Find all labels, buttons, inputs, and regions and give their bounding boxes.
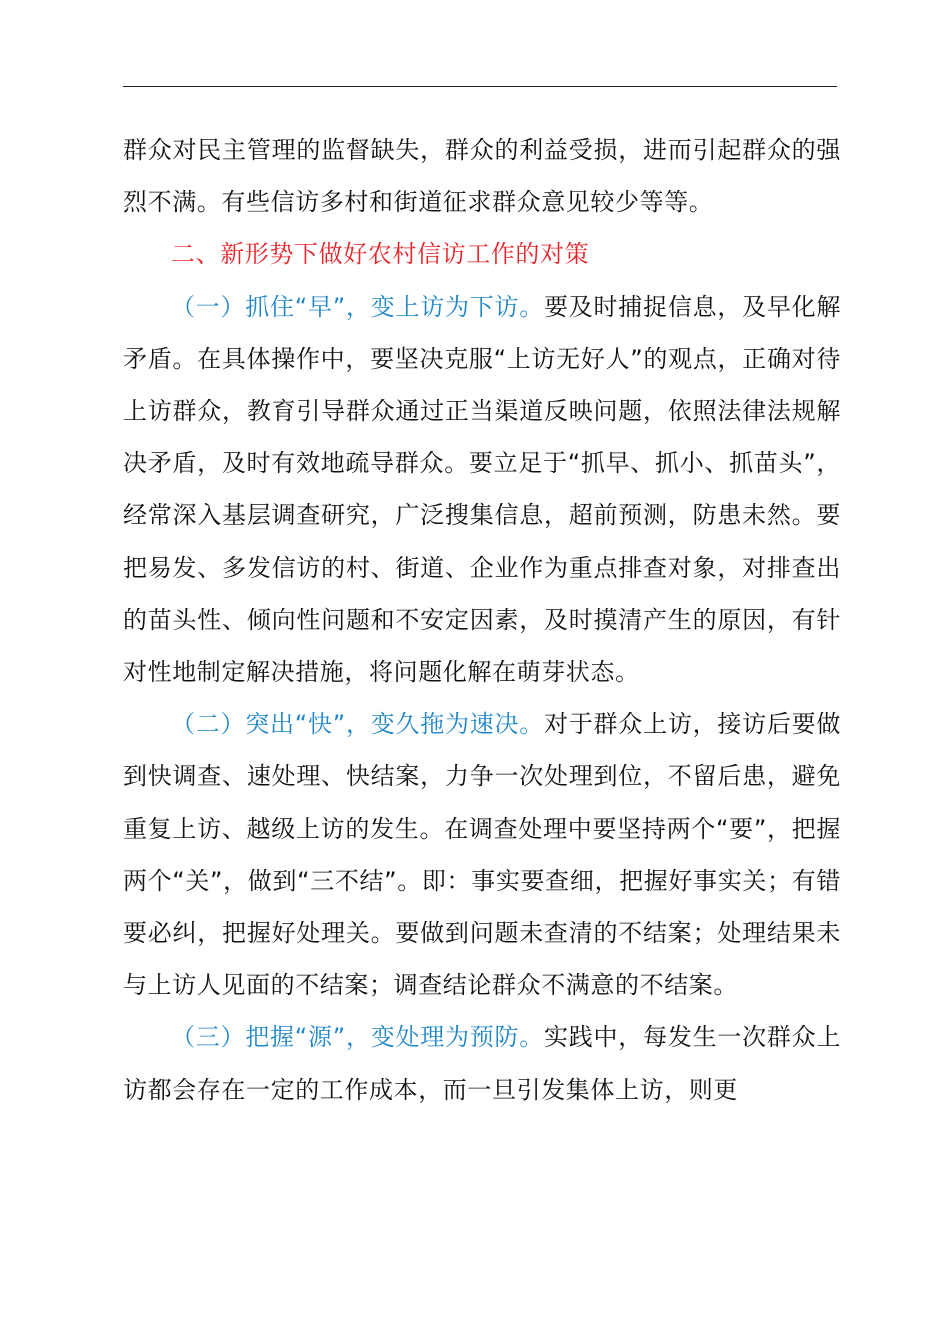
- item-paragraph-1: [123, 281, 841, 699]
- item-body-1: 要及时捕捉信息，及早化解矛盾。在具体操作中，要坚决克服“上访无好人”的观点，正确对待上访群众，教育引导群众通过正当渠道反映问题，依照法律法规解决矛盾，及时有效地疏导群众。要立足于“抓早、抓小、抓苗头”，经常深入基层调查研究，广泛搜集信息，超前预测，防患未然。要把易发、多发信访的村、街道、企业作为重点排查对象，对排查出的苗头性、倾向性问题和不安定因素，及时摸清产生的原因，有针对性地制定解决措施，将问题化解在萌芽状态。: [123, 292, 841, 687]
- item-paragraph-2: [123, 698, 841, 1011]
- item-heading-3: （三）把握“源”，变处理为预防。: [171, 1023, 545, 1052]
- item-body-3: 实践中，每发生一次群众上访都会存在一定的工作成本，而一旦引发集体上访，则更: [123, 1023, 841, 1104]
- item-body-2: 对于群众上访，接访后要做到快调查、速处理、快结案，力争一次处理到位，不留后患，避免重复上访、越级上访的发生。在调查处理中要坚持两个“要”，把握两个“关”，做到“三不结”。即：事实要查细，把握好事实关；有错要必纠，把握好处理关。要做到问题未查清的不结案；处理结果未与上访人见面的不结案；调查结论群众不满意的不结案。: [123, 710, 841, 1000]
- header-rule: [123, 86, 837, 87]
- section-heading: 二、新形势下做好农村信访工作的对策: [171, 240, 590, 269]
- continuation-paragraph: 群众对民主管理的监督缺失，群众的利益受损，进而引起群众的强烈不满。有些信访多村和街道征求群众意见较少等等。: [123, 136, 841, 217]
- item-heading-1: （一）抓住“早”，变上访为下访。: [171, 292, 545, 321]
- item-paragraph-3: [123, 1011, 841, 1115]
- document-body: [123, 124, 841, 1116]
- item-heading-2: （二）突出“快”，变久拖为速决。: [171, 710, 545, 739]
